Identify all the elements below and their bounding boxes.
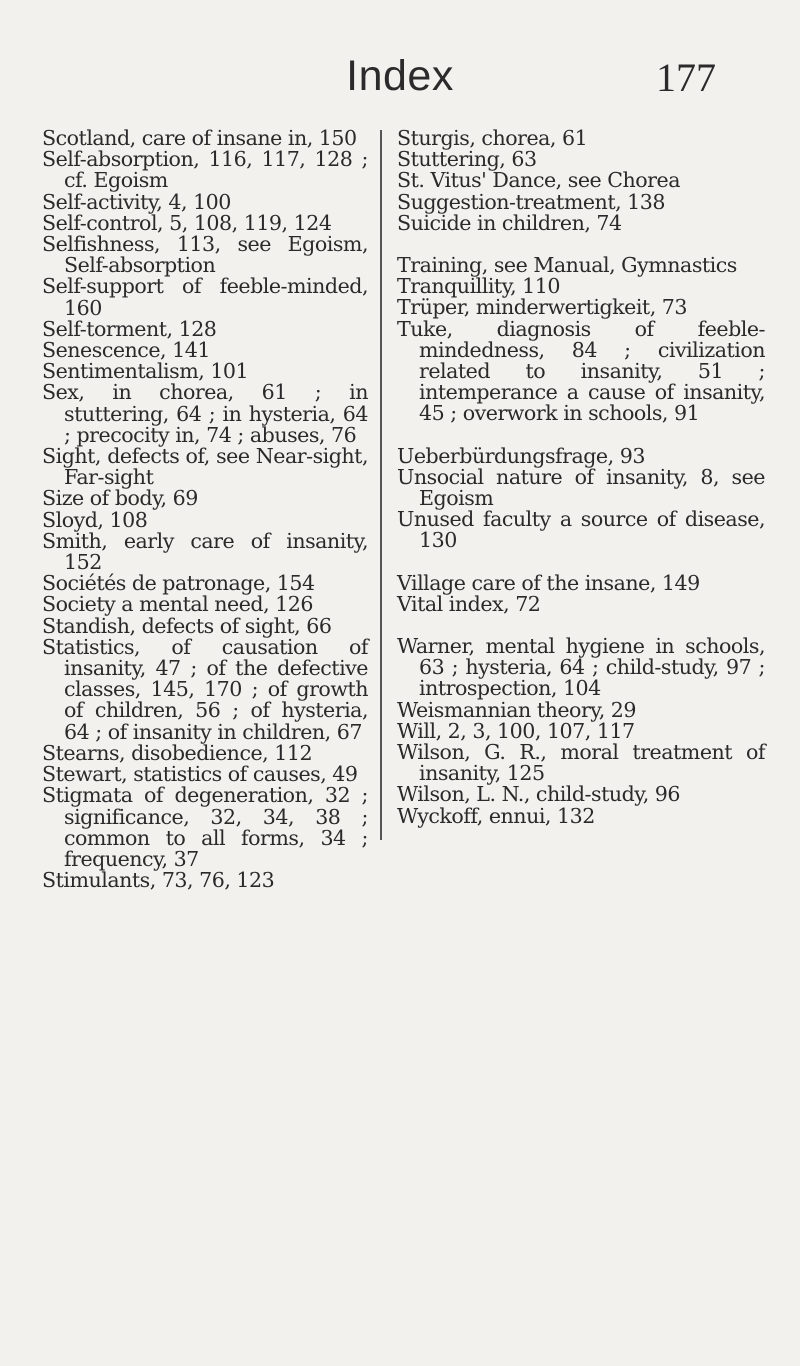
column-divider xyxy=(380,130,382,840)
index-entry: St. Vitus' Dance, see Chorea xyxy=(397,168,680,193)
index-entry: Stimulants, 73, 76, 123 xyxy=(42,868,275,893)
index-entry: Standish, defects of sight, 66 xyxy=(42,613,332,638)
index-entry: Training, see Manual, Gymnastics xyxy=(397,253,737,278)
index-entry: Unused faculty a source of disease, 130 xyxy=(397,507,765,553)
index-entry: Sentimentalism, 101 xyxy=(42,359,249,384)
index-entry: Sloyd, 108 xyxy=(42,507,148,532)
index-entry: Smith, early care of insanity, 152 xyxy=(42,528,368,575)
page-header xyxy=(0,52,800,112)
index-entry: Self-activity, 4, 100 xyxy=(42,189,231,214)
index-entry: Self-control, 5, 108, 119, 124 xyxy=(42,210,332,235)
index-entry: Sturgis, chorea, 61 xyxy=(397,126,588,150)
index-entry: Stewart, statistics of causes, 49 xyxy=(42,762,358,787)
index-entry: Sight, defects of, see Near-sight, Far-sight xyxy=(42,444,368,490)
index-column-left xyxy=(42,128,368,891)
index-entry: Stigmata of degeneration, 32 ; significance, 32, 34, 38 ; common to all forms, 34 ; frequency, 37 xyxy=(42,783,368,871)
index-entry: Warner, mental hygiene in schools, 63 ; hysteria, 64 ; child-study, 97 ; introspection, 104 xyxy=(397,634,765,701)
index-entry: Sociétés de patronage, 154 xyxy=(42,571,315,596)
index-entry: Selfishness, 113, see Egoism, Self-absorption xyxy=(42,232,368,278)
index-entry: Ueberbürdungsfrage, 93 xyxy=(397,443,645,468)
index-entry: Unsocial nature of insanity, 8, see Egoism xyxy=(397,464,765,511)
index-entry: Stuttering, 63 xyxy=(397,147,537,172)
index-entry: Society a mental need, 126 xyxy=(42,592,313,617)
index-entry: Size of body, 69 xyxy=(42,486,198,511)
index-entry: Tuke, diagnosis of feeble-mindedness, 84 ; civilization related to insanity, 51 ; intemperance a cause of insanity, 45 ; overwork in schools, 91 xyxy=(397,316,765,426)
index-entry: Senescence, 141 xyxy=(42,338,210,363)
index-entry: Trüper, minderwertigkeit, 73 xyxy=(397,295,688,320)
index-entry: Self-torment, 128 xyxy=(42,316,217,341)
index-entry: Self-support of feeble-minded, 160 xyxy=(42,274,368,320)
page-number: 177 xyxy=(656,55,716,100)
index-entry: Wilson, L. N., child-study, 96 xyxy=(397,782,681,807)
index-entry: Suggestion-treatment, 138 xyxy=(397,189,665,214)
index-entry: Self-absorption, 116, 117, 128 ; cf. Egoism xyxy=(42,147,368,193)
index-entry: Will, 2, 3, 100, 107, 117 xyxy=(397,718,635,743)
index-entry: Stearns, disobedience, 112 xyxy=(42,740,313,765)
index-entry: Weismannian theory, 29 xyxy=(397,697,636,722)
index-entry: Wyckoff, ennui, 132 xyxy=(397,803,595,828)
index-entry: Vital index, 72 xyxy=(397,591,541,616)
page-title: Index xyxy=(346,52,454,100)
index-entry: Suicide in children, 74 xyxy=(397,210,622,235)
index-entry: Sex, in chorea, 61 ; in stuttering, 64 ; in hysteria, 64 ; precocity in, 74 ; abuses, 76 xyxy=(42,380,368,447)
index-entry: Village care of the insane, 149 xyxy=(397,570,700,595)
index-column-right xyxy=(397,128,765,827)
index-entry: Tranquillity, 110 xyxy=(397,274,560,299)
index-entry: Statistics, of causation of insanity, 47 ; of the defective classes, 145, 170 ; of growth of children, 56 ; of hysteria, 64 ; of insanity in children, 67 xyxy=(42,634,368,744)
index-entry: Wilson, G. R., moral treatment of insanity, 125 xyxy=(397,740,765,786)
index-entry: Scotland, care of insane in, 150 xyxy=(42,126,357,150)
